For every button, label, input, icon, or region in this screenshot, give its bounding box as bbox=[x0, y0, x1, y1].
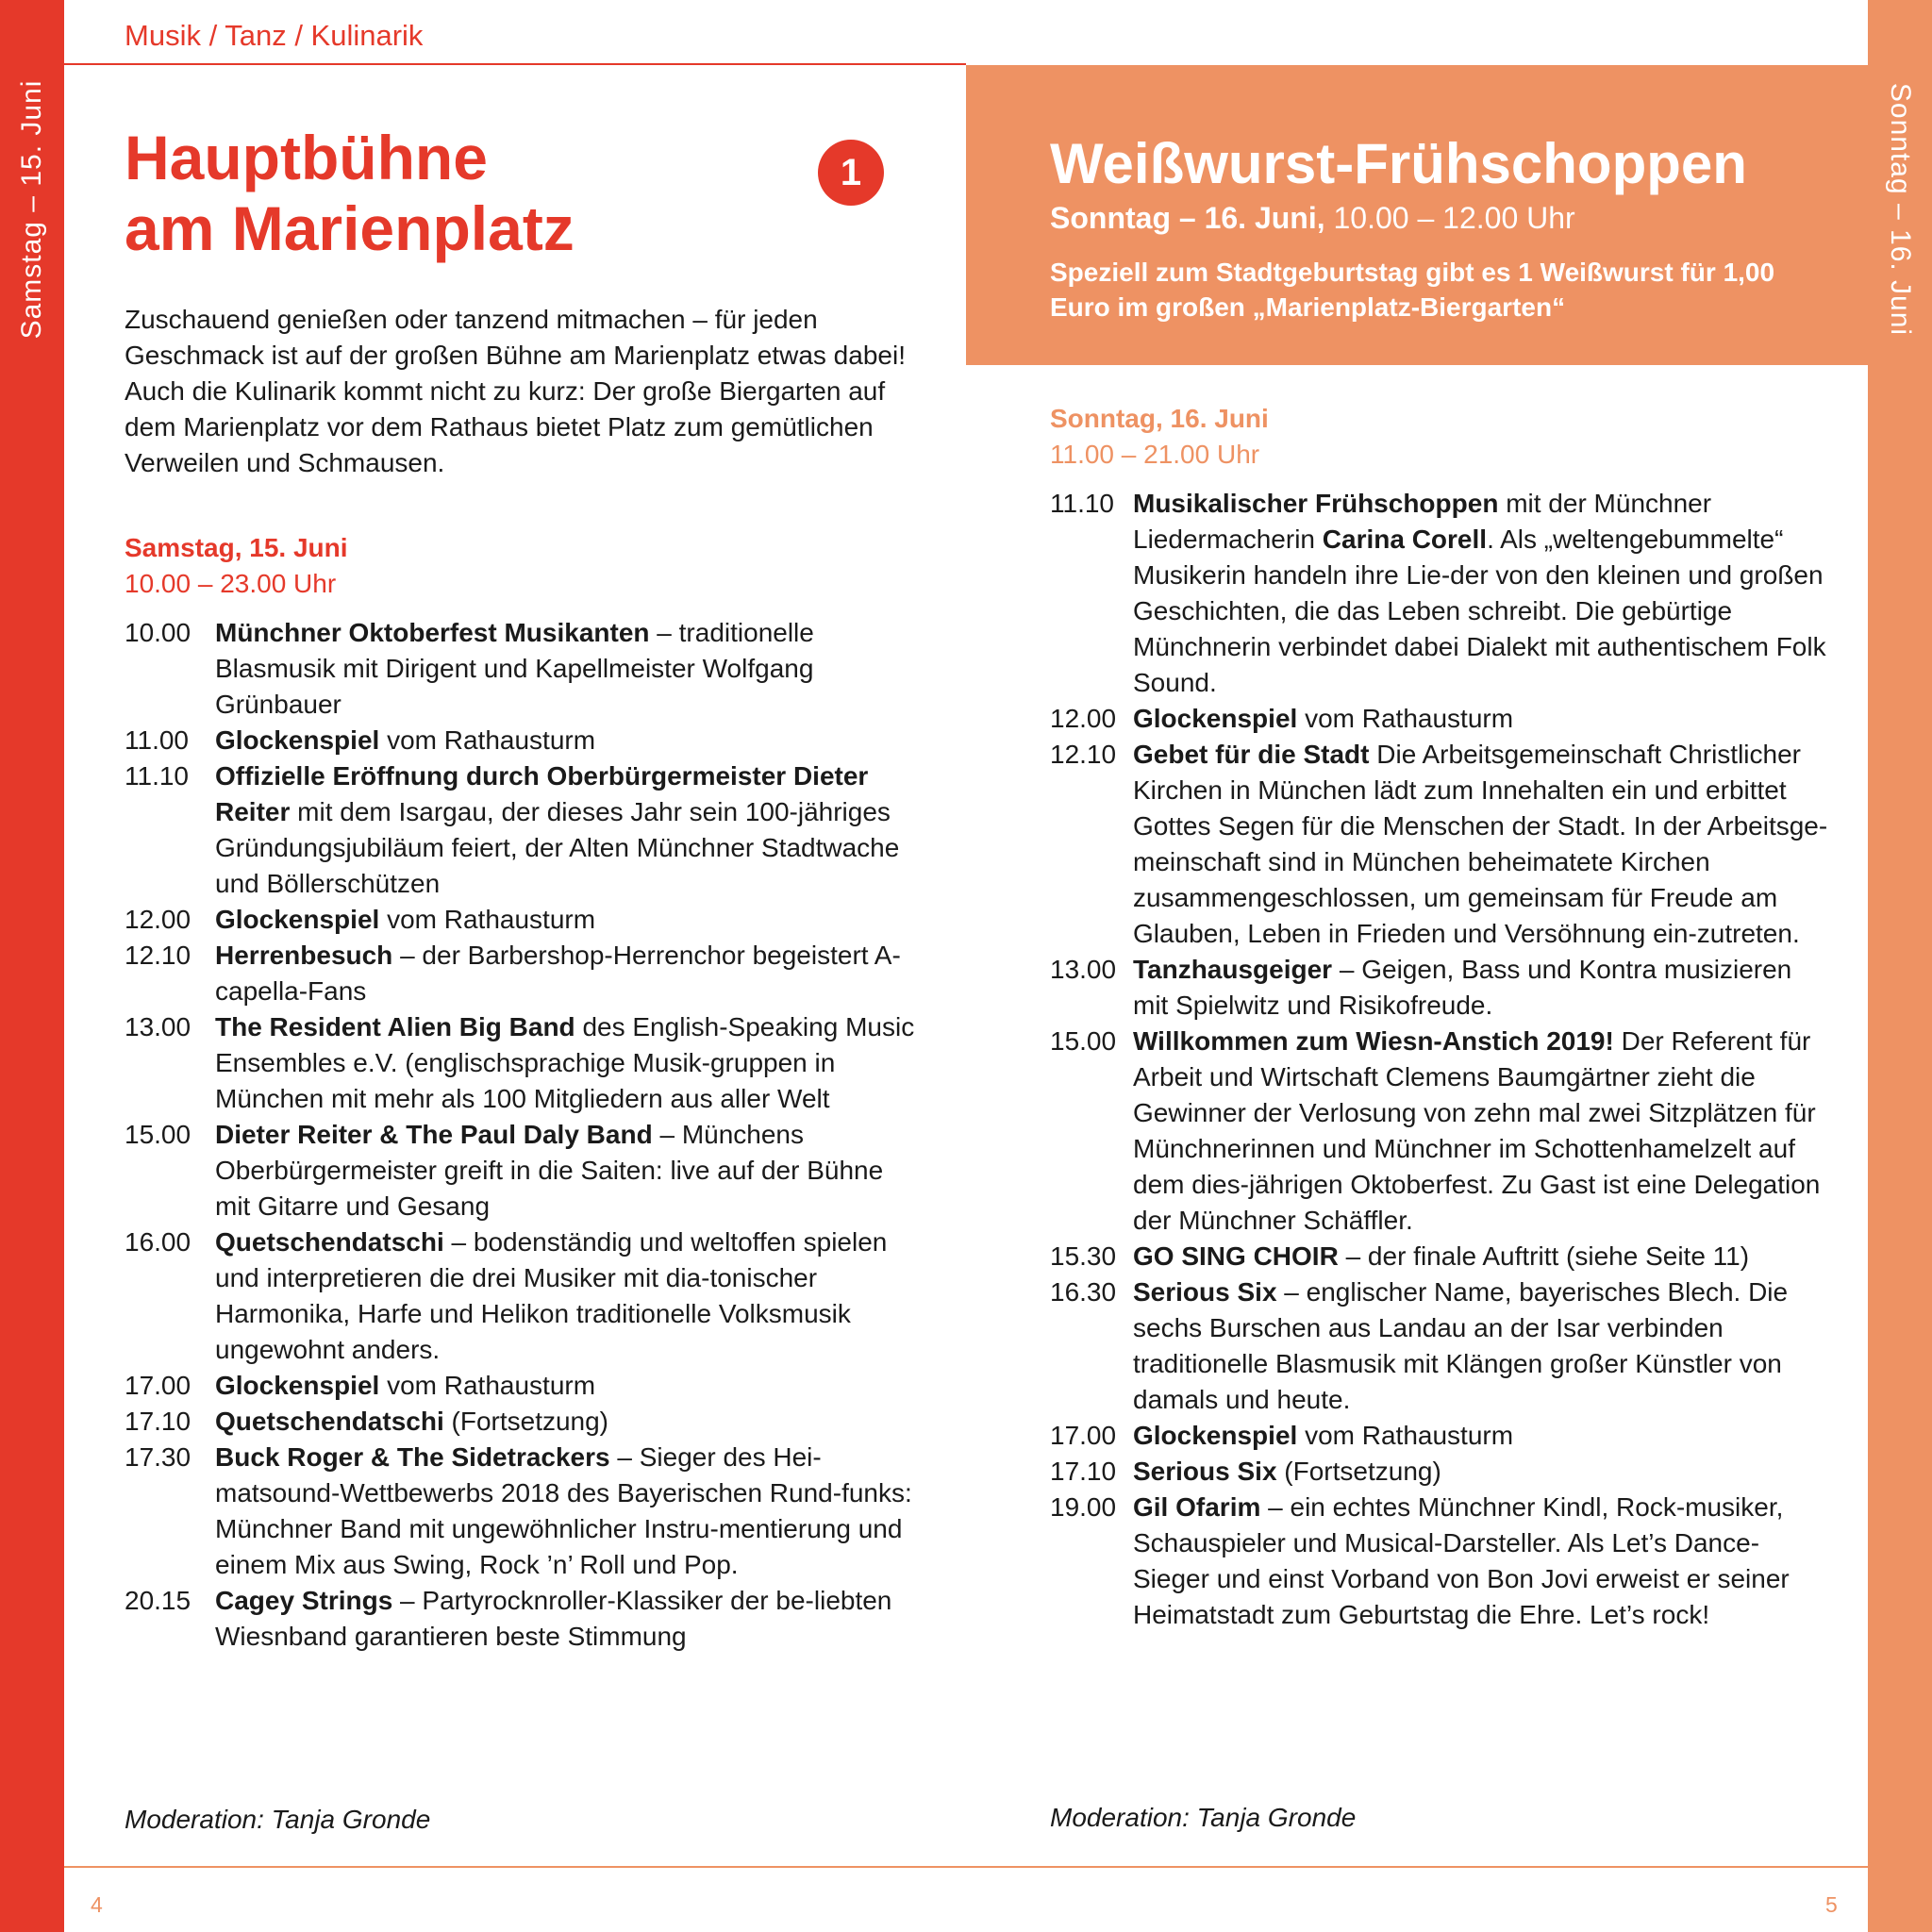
schedule-act-name: Serious Six bbox=[1133, 1277, 1277, 1307]
schedule-act-name: Quetschendatschi bbox=[215, 1407, 444, 1436]
schedule-description bbox=[215, 758, 917, 902]
schedule-time: 17.10 bbox=[1050, 1457, 1117, 1486]
sunday-heading: Sonntag, 16. Juni bbox=[1050, 404, 1269, 433]
schedule-description bbox=[215, 1404, 917, 1440]
schedule-detail: – englischer Name, bayerisches Blech. Die sechs Burschen aus Landau an der Isar verbinden traditionelle Blasmusik mit Klängen großer Künstler von damals und heute. bbox=[1133, 1277, 1789, 1414]
schedule-time: 19.00 bbox=[1050, 1492, 1117, 1522]
schedule-detail: (Fortsetzung) bbox=[1276, 1457, 1441, 1486]
schedule-time: 20.15 bbox=[125, 1586, 192, 1615]
schedule-detail: vom Rathausturm bbox=[379, 905, 596, 934]
promo-date-time: 10.00 – 12.00 Uhr bbox=[1324, 201, 1575, 235]
left-side-label: Samstag – 15. Juni bbox=[16, 79, 47, 340]
schedule-entry bbox=[1050, 1418, 1833, 1454]
schedule-act-name: Dieter Reiter & The Paul Daly Band bbox=[215, 1120, 653, 1149]
schedule-description bbox=[1133, 1274, 1833, 1418]
stage-title-block bbox=[125, 123, 917, 264]
right-side-strip bbox=[1868, 0, 1932, 1932]
schedule-detail: – Geigen, Bass und Kontra musizieren mit Spielwitz und Risikofreude. bbox=[1133, 955, 1792, 1020]
schedule-act-name: Buck Roger & The Sidetrackers bbox=[215, 1442, 610, 1472]
schedule-act-name: Willkommen zum Wiesn-Anstich 2019! bbox=[1133, 1026, 1614, 1056]
schedule-time: 13.00 bbox=[125, 1012, 192, 1041]
saturday-heading: Samstag, 15. Juni bbox=[125, 533, 348, 562]
schedule-detail: – der Barbershop-Herrenchor begeistert A-capella-Fans bbox=[215, 941, 901, 1006]
schedule-description bbox=[1133, 1024, 1833, 1239]
schedule-time: 17.30 bbox=[125, 1442, 192, 1472]
schedule-act-name: GO SING CHOIR bbox=[1133, 1241, 1339, 1271]
schedule-time: 15.00 bbox=[1050, 1026, 1117, 1056]
schedule-description bbox=[215, 1440, 917, 1583]
saturday-hours: 10.00 – 23.00 Uhr bbox=[125, 569, 337, 598]
schedule-time: 12.10 bbox=[125, 941, 192, 970]
schedule-entry bbox=[1050, 701, 1833, 737]
schedule-act-name: The Resident Alien Big Band bbox=[215, 1012, 575, 1041]
schedule-detail: vom Rathausturm bbox=[379, 1371, 596, 1400]
schedule-entry bbox=[1050, 1274, 1833, 1418]
schedule-description bbox=[215, 1009, 917, 1117]
schedule-description bbox=[1133, 737, 1833, 952]
schedule-detail: – bodenständig und weltoffen spielen und interpretieren die drei Musiker mit dia-tonischer Harmonika, Harfe und Helikon traditionelle Volksmusik ungewohnt anders. bbox=[215, 1227, 888, 1364]
schedule-time: 15.30 bbox=[1050, 1241, 1117, 1271]
sunday-hours: 11.00 – 21.00 Uhr bbox=[1050, 440, 1260, 469]
schedule-time: 17.00 bbox=[1050, 1421, 1117, 1450]
schedule-act-name: Gebet für die Stadt bbox=[1133, 740, 1370, 769]
schedule-time: 12.00 bbox=[125, 905, 192, 934]
schedule-description bbox=[215, 615, 917, 723]
page-number-left: 4 bbox=[91, 1892, 103, 1917]
schedule-entry bbox=[125, 938, 917, 1009]
schedule-entry bbox=[125, 1368, 917, 1404]
schedule-detail: vom Rathausturm bbox=[379, 725, 596, 755]
schedule-detail: Der Referent für Arbeit und Wirtschaft Clemens Baumgärtner zieht die Gewinner der Verlosung von zehn mal zwei Sitzplätzen für Münchnerinnen und Münchner im Schottenhamelzelt auf dem dies-jährigen Oktoberfest. Zu Gast ist eine Delegation der Münchner Schäffler. bbox=[1133, 1026, 1821, 1235]
schedule-description bbox=[215, 1117, 917, 1224]
schedule-detail: mit dem Isargau, der dieses Jahr sein 100-jähriges Gründungsjubiläum feiert, der Alten Münchner Stadtwache und Böllerschützen bbox=[215, 797, 900, 898]
schedule-act-name: Serious Six bbox=[1133, 1457, 1277, 1486]
schedule-description bbox=[1133, 701, 1833, 737]
schedule-description bbox=[215, 1368, 917, 1404]
schedule-time: 11.00 bbox=[125, 725, 189, 755]
schedule-detail: – traditionelle Blasmusik mit Dirigent und Kapellmeister Wolfgang Grünbauer bbox=[215, 618, 814, 719]
schedule-entry bbox=[125, 615, 917, 723]
schedule-detail: – Partyrocknroller-Klassiker der be-liebten Wiesnband garantieren beste Stimmung bbox=[215, 1586, 892, 1651]
left-side-strip bbox=[0, 0, 64, 1932]
schedule-detail: – der finale Auftritt (siehe Seite 11) bbox=[1338, 1241, 1750, 1271]
schedule-description bbox=[1133, 1454, 1833, 1490]
schedule-entry bbox=[125, 758, 917, 902]
sunday-schedule bbox=[1050, 486, 1833, 1633]
schedule-time: 16.30 bbox=[1050, 1277, 1117, 1307]
stage-title-line2: am Marienplatz bbox=[125, 193, 575, 263]
schedule-entry bbox=[125, 723, 917, 758]
schedule-description bbox=[1133, 1239, 1833, 1274]
schedule-detail: mit der Münchner Liedermacherin bbox=[1133, 489, 1712, 554]
promo-title: Weißwurst-Frühschoppen bbox=[1050, 132, 1747, 195]
schedule-entry bbox=[1050, 737, 1833, 952]
schedule-detail-2: . Als „weltengebummelte“ Musikerin handeln ihre Lie-der von den kleinen und großen Geschichten, die das Leben schreibt. Die gebürtige Münchnerin verbindet dabei Dialekt mit authentischem Folk Sound. bbox=[1133, 525, 1826, 697]
schedule-act-name-2: Carina Corell bbox=[1322, 525, 1488, 554]
intro-paragraph: Zuschauend genießen oder tanzend mitmachen – für jeden Geschmack ist auf der großen Bühne am Marienplatz etwas dabei! Auch die Kulinarik kommt nicht zu kurz: Der große Biergarten auf dem Marienplatz vor dem Rathaus bietet Platz zum gemütlichen Verweilen und Schmausen. bbox=[125, 305, 906, 477]
schedule-detail: des English-Speaking Music Ensembles e.V. (englischsprachige Musik-gruppen in München mit mehr als 100 Mitgliedern aus aller Welt bbox=[215, 1012, 915, 1113]
section-header: Musik / Tanz / Kulinarik bbox=[125, 19, 424, 52]
schedule-entry bbox=[1050, 1239, 1833, 1274]
saturday-schedule bbox=[125, 615, 917, 1655]
schedule-time: 13.00 bbox=[1050, 955, 1117, 984]
schedule-detail: vom Rathausturm bbox=[1297, 1421, 1514, 1450]
schedule-description bbox=[215, 938, 917, 1009]
schedule-description bbox=[215, 1583, 917, 1655]
schedule-act-name: Glockenspiel bbox=[215, 1371, 380, 1400]
schedule-act-name: Glockenspiel bbox=[215, 725, 380, 755]
schedule-entry bbox=[1050, 1024, 1833, 1239]
schedule-entry bbox=[1050, 486, 1833, 701]
schedule-entry bbox=[125, 1440, 917, 1583]
schedule-time: 12.10 bbox=[1050, 740, 1117, 769]
saturday-moderation: Moderation: Tanja Gronde bbox=[125, 1805, 431, 1834]
schedule-entry bbox=[1050, 1490, 1833, 1633]
schedule-detail: – Münchens Oberbürgermeister greift in die Saiten: live auf der Bühne mit Gitarre und Gesang bbox=[215, 1120, 884, 1221]
schedule-time: 17.00 bbox=[125, 1371, 192, 1400]
schedule-entry bbox=[1050, 952, 1833, 1024]
schedule-description bbox=[215, 723, 917, 758]
schedule-time: 16.00 bbox=[125, 1227, 192, 1257]
schedule-description bbox=[215, 1224, 917, 1368]
schedule-detail: (Fortsetzung) bbox=[443, 1407, 609, 1436]
stage-title-line1: Hauptbühne bbox=[125, 123, 488, 192]
bottom-divider bbox=[64, 1866, 1868, 1868]
right-side-label: Sonntag – 16. Juni bbox=[1885, 82, 1916, 337]
right-column bbox=[1050, 401, 1833, 1633]
schedule-time: 15.00 bbox=[125, 1120, 192, 1149]
schedule-description bbox=[215, 902, 917, 938]
schedule-entry bbox=[125, 902, 917, 938]
schedule-act-name: Glockenspiel bbox=[215, 905, 380, 934]
schedule-entry bbox=[125, 1224, 917, 1368]
page-number-right: 5 bbox=[1825, 1892, 1838, 1917]
schedule-act-name: Offizielle Eröffnung durch Oberbürgermeister Dieter Reiter bbox=[215, 761, 869, 826]
schedule-act-name: Tanzhausgeiger bbox=[1133, 955, 1333, 984]
schedule-entry bbox=[125, 1117, 917, 1224]
schedule-description bbox=[1133, 1418, 1833, 1454]
schedule-detail: – ein echtes Münchner Kindl, Rock-musiker, Schauspieler und Musical-Darsteller. Als Let’s Dance-Sieger und einst Vorband von Bon Jovi erweist er seiner Heimatstadt zum Geburtstag die Ehre. Let’s rock! bbox=[1133, 1492, 1790, 1629]
schedule-act-name: Münchner Oktoberfest Musikanten bbox=[215, 618, 650, 647]
schedule-time: 12.00 bbox=[1050, 704, 1117, 733]
promo-date-bold: Sonntag – 16. Juni, bbox=[1050, 201, 1325, 235]
schedule-act-name: Glockenspiel bbox=[1133, 704, 1298, 733]
schedule-time: 11.10 bbox=[125, 761, 189, 791]
promo-date bbox=[1050, 199, 1575, 237]
schedule-entry bbox=[125, 1583, 917, 1655]
promo-box bbox=[966, 65, 1868, 365]
location-number-badge: 1 bbox=[818, 140, 884, 206]
schedule-time: 10.00 bbox=[125, 618, 192, 647]
schedule-description bbox=[1133, 1490, 1833, 1633]
sunday-moderation: Moderation: Tanja Gronde bbox=[1050, 1803, 1357, 1832]
schedule-detail: vom Rathausturm bbox=[1297, 704, 1514, 733]
promo-text: Speziell zum Stadtgeburtstag gibt es 1 Weißwurst für 1,00 Euro im großen „Marienplatz-Biergarten“ bbox=[1050, 258, 1775, 322]
schedule-description bbox=[1133, 486, 1833, 701]
schedule-detail: – Sieger des Hei-matsound-Wettbewerbs 2018 des Bayerischen Rund-funks: Münchner Band mit ungewöhnlicher Instru-mentierung und einem Mix aus Swing, Rock ’n’ Roll und Pop. bbox=[215, 1442, 912, 1579]
top-divider bbox=[64, 63, 966, 65]
schedule-act-name: Musikalischer Frühschoppen bbox=[1133, 489, 1499, 518]
schedule-time: 11.10 bbox=[1050, 489, 1114, 518]
schedule-act-name: Herrenbesuch bbox=[215, 941, 393, 970]
schedule-entry bbox=[1050, 1454, 1833, 1490]
schedule-act-name: Cagey Strings bbox=[215, 1586, 393, 1615]
schedule-entry bbox=[125, 1009, 917, 1117]
schedule-entry bbox=[125, 1404, 917, 1440]
schedule-act-name: Quetschendatschi bbox=[215, 1227, 444, 1257]
schedule-act-name: Glockenspiel bbox=[1133, 1421, 1298, 1450]
schedule-description bbox=[1133, 952, 1833, 1024]
schedule-time: 17.10 bbox=[125, 1407, 192, 1436]
schedule-act-name: Gil Ofarim bbox=[1133, 1492, 1261, 1522]
schedule-detail: Die Arbeitsgemeinschaft Christlicher Kirchen in München lädt zum Innehalten ein und erbittet Gottes Segen für die Menschen der Stadt. In der Arbeitsge-meinschaft sind in München beheimatete Kirchen zusammengeschlossen, um gemeinsam für Freude am Glauben, Leben in Frieden und Versöhnung ein-zutreten. bbox=[1133, 740, 1828, 948]
left-column bbox=[125, 123, 917, 1655]
